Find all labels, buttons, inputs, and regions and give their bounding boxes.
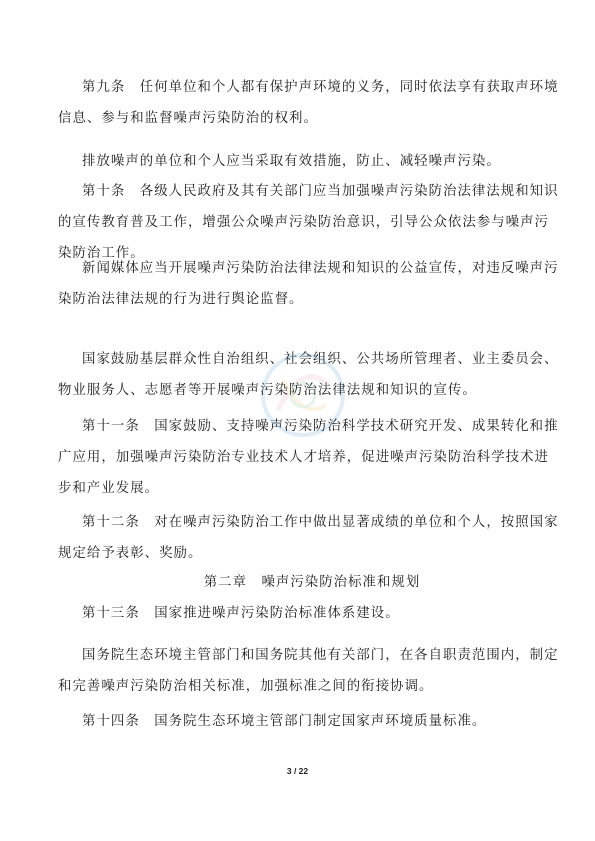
paragraph-line: 步和产业发展。 bbox=[58, 481, 160, 496]
paragraph-article-9-clause-2 bbox=[82, 146, 542, 177]
paragraph-line: 物业服务人、志愿者等开展噪声污染防治法律法规和知识的宣传。 bbox=[58, 383, 477, 398]
page-number: 3 / 22 bbox=[286, 766, 309, 776]
paragraph-line: 第十四条 国务院生态环境主管部门制定国家声环境质量标准。 bbox=[82, 714, 487, 729]
paragraph-line: 和完善噪声污染防治相关标准，加强标准之间的衔接协调。 bbox=[58, 679, 434, 694]
paragraph-line: 信息、参与和监督噪声污染防治的权利。 bbox=[58, 111, 318, 126]
paragraph-line: 规定给予表彰、奖励。 bbox=[58, 546, 203, 561]
paragraph-line: 第九条 任何单位和个人都有保护声环境的义务，同时依法享有获取声环境 bbox=[82, 80, 559, 95]
paragraph-line: 第十一条 国家鼓励、支持噪声污染防治科学技术研究开发、成果转化和推 bbox=[82, 419, 559, 434]
paragraph-line: 第十条 各级人民政府及其有关部门应当加强噪声污染防治法律法规和知识 bbox=[82, 184, 559, 199]
paragraph-line: 染防治法律法规的行为进行舆论监督。 bbox=[58, 292, 304, 307]
paragraph-line: 广应用，加强噪声污染防治专业技术人才培养，促进噪声污染防治科学技术进 bbox=[58, 450, 549, 465]
paragraph-line: 的宣传教育普及工作，增强公众噪声污染防治意识，引导公众依法参与噪声污 bbox=[58, 215, 549, 230]
paragraph-line: 国家鼓励基层群众性自治组织、社会组织、公共场所管理者、业主委员会、 bbox=[82, 352, 559, 367]
watermark-logo-icon bbox=[248, 340, 358, 450]
paragraph-line: 新闻媒体应当开展噪声污染防治法律法规和知识的公益宣传，对违反噪声污 bbox=[82, 261, 559, 276]
paragraph-line: 排放噪声的单位和个人应当采取有效措施，防止、减轻噪声污染。 bbox=[82, 154, 501, 169]
paragraph-article-9 bbox=[58, 72, 559, 134]
chapter-heading: 第二章 噪声污染防治标准和规划 bbox=[203, 575, 421, 590]
paragraph-line: 第十二条 对在噪声污染防治工作中做出显著成绩的单位和个人，按照国家 bbox=[82, 515, 559, 530]
paragraph-article-13-clause-2 bbox=[58, 640, 559, 702]
paragraph-article-14 bbox=[82, 706, 542, 737]
paragraph-line: 国务院生态环境主管部门和国务院其他有关部门，在各自职责范围内，制定 bbox=[82, 648, 559, 663]
paragraph-line: 染防治工作。 bbox=[58, 246, 145, 261]
paragraph-article-13 bbox=[82, 598, 542, 629]
paragraph-line: 第十三条 国家推进噪声污染防治标准体系建设。 bbox=[82, 606, 400, 621]
paragraph-article-12 bbox=[58, 507, 559, 569]
